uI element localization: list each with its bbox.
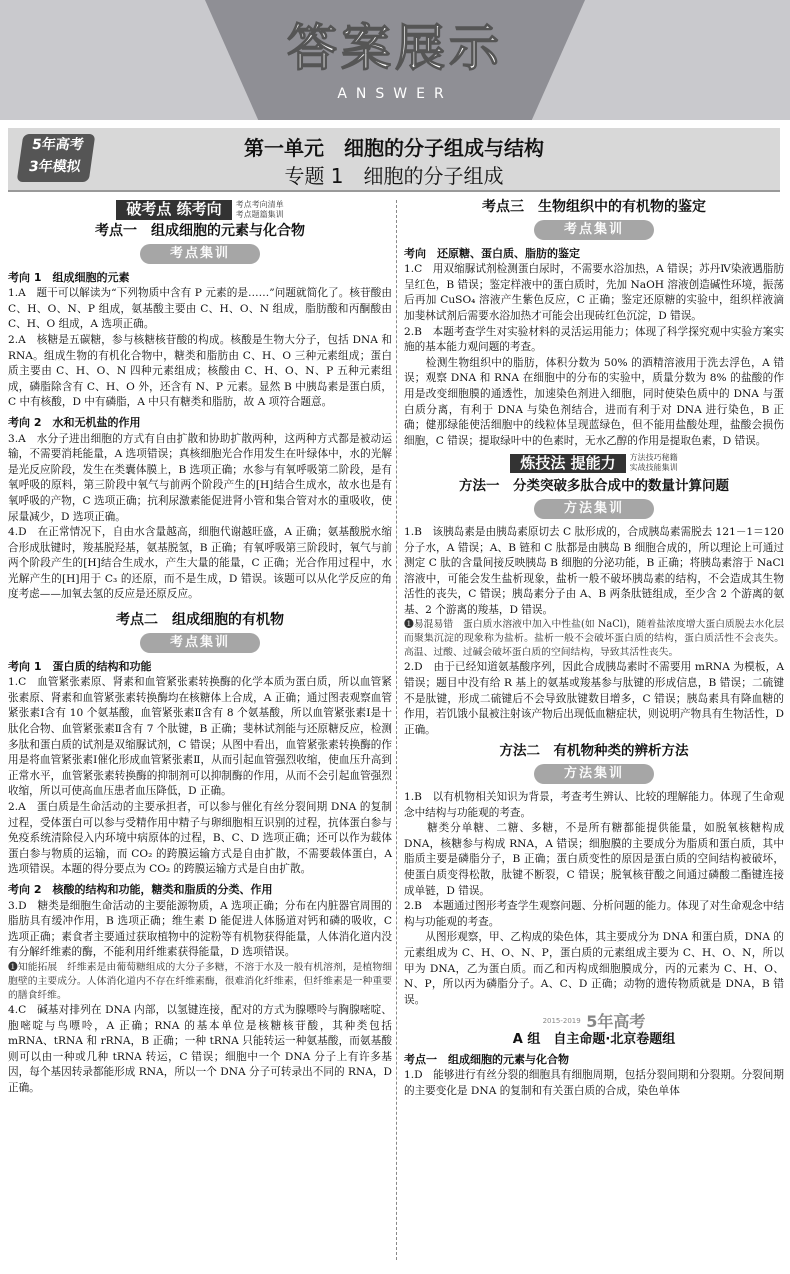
error-note: ❶易混易错 蛋白质水溶液中加入中性盐(如 NaCl)，随着盐浓度增大蛋白质脱去水化层而聚集沉淀的现象称为盐析。盐析一般不会破坏蛋白质的结构，蛋白质活性不会丧失。高温、过酸、过碱会破坏蛋白质的空间结构，导致其活性丧失。 [404,619,784,659]
section-tag-line: 考点题篇集训 [235,210,284,219]
answer-paragraph: 2.A 核糖是五碳糖，参与核糖核苷酸的构成。核酸是生物大分子，包括 DNA 和 RNA。组成生物的有机化合物中，糖类和脂肪由 C、H、O 三种元素组成；蛋白质主要由 C、H、O、N 四种元素组成；核酸由 C、H、O、N、P 五种元素组成，磷脂除含有 C、H、O 外，还含有 N、P 元素。显然 B 中胰岛素是蛋白质，C 中有核酸，D 中有磷脂，A 中只有糖类和脂肪，故 A 项符合题意。 [8,333,392,409]
kaodian-title: 考点一 组成细胞的元素与化合物 [95,223,305,239]
logo-line1: 5年高考 [30,137,85,153]
section-tag-line: 实战技能集训 [629,463,678,473]
pill-label: 考点集训 [140,633,260,653]
answer-paragraph: 从图形观察，甲、乙构成的染色体，其主要成分为 DNA 和蛋白质，DNA 的元素组成为 C、H、O、N、P，蛋白质的元素组成主要为 C、H、O、N，所以甲为 DNA，乙为蛋白质。而乙和丙构成细胞膜成分，丙的元素为 C、H、O、N、P，所以丙为磷脂分子。A、C、D 正确；动物的遗传物质就是 DNA，B 错误。 [404,931,784,1006]
section-tag-line: 考点考向清单 [235,200,284,209]
answer-paragraph: 检测生物组织中的脂肪，体积分数为 50% 的酒精溶液用于洗去浮色，A 错误；观察 DNA 和 RNA 在细胞中的分布的实验中，质量分数为 8% 的盐酸的作用是改变细胞膜的通透性，加速染色剂进入细胞，同时使染色质中的 DNA 与蛋白质分离，有利于 DNA 与染色剂结合，进而有利于对 DNA 进行染色，B 正确；健那绿能使活细胞中的线粒体呈现蓝绿色，但不能用盐酸处理，盐酸会损伤细胞，C 错误；提取绿叶中的色素时，无水乙醇的作用是提取色素，D 错误。 [404,356,784,447]
answer-paragraph: 4.D 在正常情况下，自由水含量越高，细胞代谢越旺盛，A 正确；氨基酸脱水缩合形成肽键时，羧基脱羟基，氨基脱氢，B 正确；有氧呼吸第三阶段时，氧气与前两个阶段产生的[H]结合生成水，产生大量的能量，C 正确；光合作用过程中，水光解产生的[H]用于 C₃ 的还原，而不是生成，D 错误。该题可以从化学反应的角度考虑——加氧去氢的反应是还原反应。 [8,526,392,601]
section-tag [630,453,678,473]
answer-paragraph: 4.C 碱基对排列在 DNA 内部，以氢键连接，配对的方式为腺嘌呤与胸腺嘧啶、胞嘧啶与鸟嘌呤，A 正确；RNA 的基本单位是核糖核苷酸，其种类包括 mRNA、tRNA 和 rRNA，B 正确；一种 tRNA 只能转运一种氨基酸，而氨基酸则可以由一种或几种 tRNA 转运，C 错误；细胞中一个 DNA 分子上有许多基因，每个基因转录都能形成 RNA，所以一个 DNA 分子可转录出不同的 RNA，D 正确。 [8,1003,392,1094]
deco-years: 2015-2019 [542,1017,581,1026]
answer-paragraph: 2.B 本题考查学生对实验材料的灵活运用能力；体现了科学探究观中实验方案实施的基本能力观问题的考查。 [404,325,784,354]
section-tag-line: 方法技巧秘籍 [629,453,678,463]
column-divider [396,200,397,1260]
section-header [8,200,392,220]
unit-header [8,128,780,192]
section-label: 炼技法 提能力 [510,454,625,474]
answer-paragraph: 2.D 由于已经知道氨基酸序列，因此合成胰岛素时不需要用 mRNA 为模板，A 错误；题目中没有给 R 基上的氨基或羧基参与肽键的形成信息，B 错误；二硫键不是肽键，形成二硫键后不会导致肽键数目增多，C 错误；胰岛素具有降血糖的作用，若饥饿小鼠被注射该产物后出现低血糖症状，则说明产物具有生物活性，D 正确。 [404,661,784,736]
answer-paragraph: 1.C 血管紧张素原、肾素和血管紧张素转换酶的化学本质为蛋白质，所以血管紧张素原、肾素和血管紧张素转换酶均在核糖体上合成，A 正确；通过图表观察血管紧张素Ⅰ含有 10 个氨基酸，血管紧张素Ⅱ含有 8 个氨基酸，所以血管紧张素Ⅰ是十肽化合物、血管紧张素Ⅱ含有 7 个肽键，B 正确；斐林试剂能与还原糖反应，检测多肽和蛋白质的试剂是双缩脲试剂，C 错误；从图中看出，血管紧张素转换酶的作用是将血管紧张素Ⅰ催化形成血管紧张素Ⅱ，从而引起血管强烈收缩，使血压升高到正常水平，血管紧张素转换酶的抑制剂可以抑制酶的作用，从而不会引起血管强烈收缩，所以可使高血压患者血压降低，D 正确。 [8,676,392,798]
pill-label: 考点集训 [140,244,260,264]
section-header [404,453,784,473]
pill-label: 方法集训 [534,764,654,784]
direction-heading: 考向 还原糖、蛋白质、脂肪的鉴定 [404,246,580,260]
banner-subtitle: ANSWER [337,86,453,102]
direction-heading: 考向 2 水和无机盐的作用 [8,415,141,429]
header-banner [0,0,790,120]
direction-heading: 考向 1 蛋白质的结构和功能 [8,659,152,673]
answer-paragraph: 1.B 该胰岛素是由胰岛素原切去 C 肽形成的，合成胰岛素需脱去 121－1＝120 分子水，A 错误；A、B 链和 C 肽都是由胰岛 B 细胞合成的，所以理论上可通过测定 C 肽的含量间接反映胰岛 B 细胞的分泌功能，B 正确；将胰岛素溶于 NaCl 溶液中，可能会发生盐析现象，盐析一般不破坏胰岛素的结构，不会造成其生物活性的丧失，C 错误；胰岛素分子由 A、B 两条肽链组成，至少含 2 个游离的氨基、2 个游离的羧基，D 错误。 [404,525,784,616]
deco-label: 5年高考 [586,1012,646,1032]
kaodian-title: 考点二 组成细胞的有机物 [116,612,284,629]
answer-paragraph: 1.D 能够进行有丝分裂的细胞具有细胞周期，包括分裂间期和分裂期。分裂间期的主要变化是 DNA 的复制和有关蛋白质的合成，染色单体 [404,1069,784,1097]
section-tag [236,200,284,220]
group-title: A 组 自主命题·北京卷题组 [512,1031,676,1047]
knowledge-note: ❶知能拓展 纤维素是由葡萄糖组成的大分子多糖，不溶于水及一般有机溶剂，是植物细胞壁的主要成分。人体消化道内不存在纤维素酶，很难消化纤维素，但纤维素是一种重要的膳食纤维。 [8,961,392,1001]
section-label: 破考点 练考向 [116,200,231,220]
method-title: 方法二 有机物种类的辨析方法 [499,743,689,760]
banner-title: 答案展示 [287,19,503,77]
answer-paragraph: 糖类分单糖、二糖、多糖，不是所有糖都能提供能量，如脱氧核糖构成 DNA，核糖参与构成 RNA，A 错误；细胞膜的主要成分为脂质和蛋白质，其中脂质主要是磷脂分子，B 正确；蛋白质变性的原因是蛋白质的空间结构被破坏，使蛋白质变得松散，肽键不断裂，C 错误；脱氧核苷酸之间通过磷酸二酯键连接成单链，D 错误。 [404,822,784,897]
pill-label: 考点集训 [534,220,654,240]
right-column [404,196,784,1099]
answer-paragraph: 3.D 糖类是细胞生命活动的主要能源物质，A 选项正确；分布在内脏器官周围的脂肪具有缓冲作用，B 选项正确；维生素 D 能促进人体肠道对钙和磷的吸收，C 选项正确；素食者主要通过获取植物中的淀粉等有机物获得能量，人体消化道内没有分解纤维素的酶，不能利用纤维素获得能量，D 选项错误。 [8,899,392,959]
topic-title: 专题 1 细胞的分子组成 [284,164,504,188]
logo-line2: 3年模拟 [27,159,82,175]
answer-paragraph: 2.A 蛋白质是生命活动的主要承担者，可以参与催化有丝分裂间期 DNA 的复制过程，受体蛋白可以参与受精作用中精子与卵细胞相互识别的过程，抗体蛋白参与免疫系统清除侵入内环境中病原体的过程，B、C、D 选项正确；还可以作为载体蛋白参与物质的运输，而 CO₂ 的跨膜运输方式是自由扩散，不需要载体蛋白，A 选项错误。本题的得分要点为 CO₂ 的跨膜运输方式是自由扩散。 [8,801,392,876]
answer-paragraph: 3.A 水分子进出细胞的方式有自由扩散和协助扩散两种，这两种方式都是被动运输，不需要消耗能量，A 选项错误；真核细胞光合作用发生在叶绿体中，水的光解是光反应阶段，发生在类囊体膜上，B 选项正确；水参与有氧呼吸第二阶段，是有氧呼吸的原料，第三阶段中氧气与前两个阶段产生的[H]结合生成水，故水也是有氧呼吸的产物，C 选项正确；抗利尿激素能促进肾小管和集合管对水的重吸收，使尿量减少，D 选项正确。 [8,432,392,523]
answer-paragraph: 2.B 本题通过图形考查学生观察问题、分析问题的能力。体现了对生命观念中结构与功能观的考查。 [404,900,784,928]
unit-title: 第一单元 细胞的分子组成与结构 [244,136,544,160]
direction-heading: 考向 1 组成细胞的元素 [8,270,130,284]
direction-heading: 考点一 组成细胞的元素与化合物 [404,1052,569,1066]
method-title: 方法一 分类突破多肽合成中的数量计算问题 [459,478,729,495]
kaodian-title: 考点三 生物组织中的有机物的鉴定 [482,199,706,215]
direction-heading: 考向 2 核酸的结构和功能，糖类和脂质的分类、作用 [8,882,273,896]
left-column [8,196,392,1097]
answer-paragraph: 1.C 用双缩脲试剂检测蛋白尿时，不需要水浴加热，A 错误；苏丹Ⅳ染液遇脂肪呈红色，B 错误；鉴定样液中的蛋白质时，先加 NaOH 溶液创造碱性环境，振荡后再加 CuSO₄ 溶液产生紫色反应，C 正确；鉴定还原糖的实验中，组织样液滴加斐林试剂后需要水浴加热才可能会出现砖红色沉淀，D 错误。 [404,263,784,322]
pill-label: 方法集训 [534,499,654,519]
answer-paragraph: 1.A 题干可以解读为“下列物质中含有 P 元素的是……”问题就简化了。核苷酸由 C、H、O、N、P 组成，氨基酸主要由 C、H、O、N 组成，脂肪酸和丙酮酸由 C、H、O 组成，A 选项正确。 [8,287,392,331]
answer-paragraph: 1.B 以有机物相关知识为背景，考查考生辨认、比较的理解能力。体现了生命观念中结构与功能观的考查。 [404,791,784,819]
five-year-deco [404,1014,784,1030]
